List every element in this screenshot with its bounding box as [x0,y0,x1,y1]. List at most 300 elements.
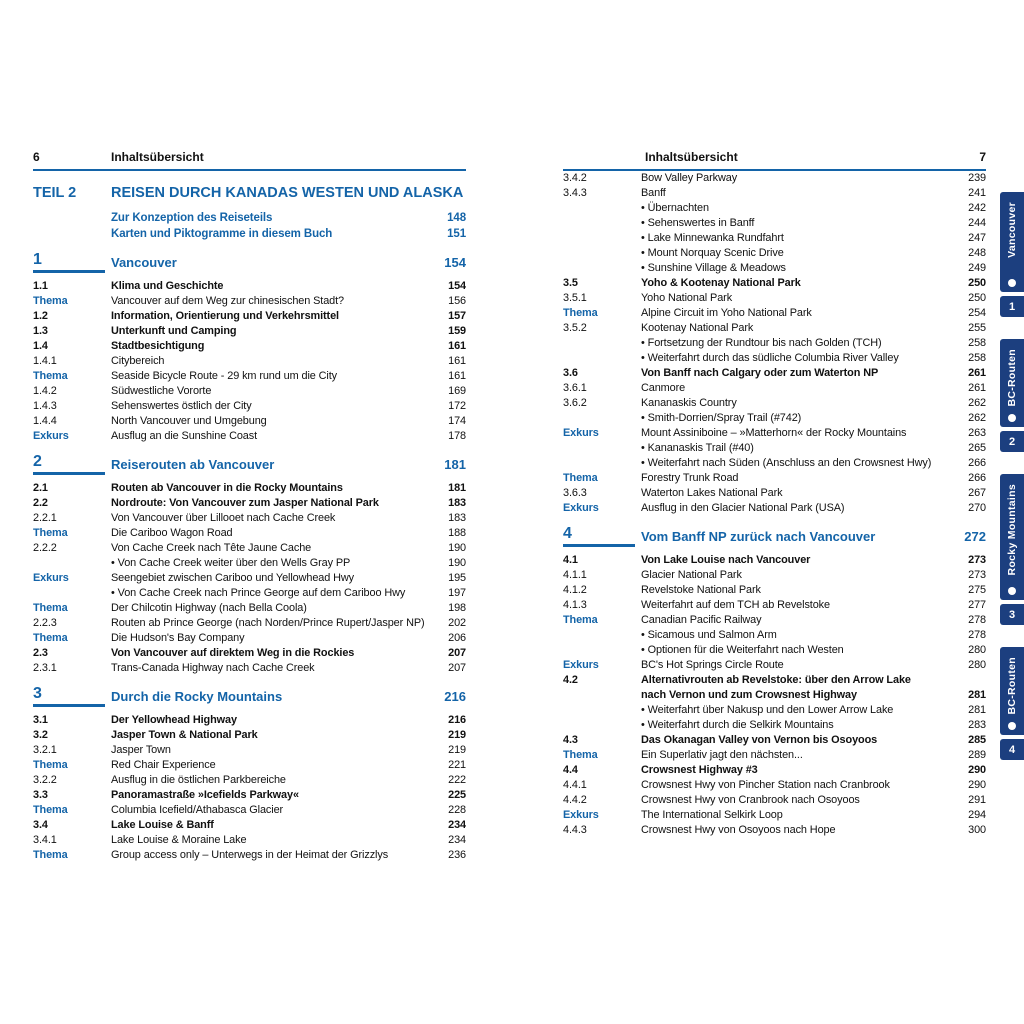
entry-title: Weiterfahrt auf dem TCH ab Revelstoke [641,599,830,611]
entry-title: Stadtbesichtigung [111,340,205,352]
entry-page: 247 [968,232,986,244]
toc-entry [33,586,466,601]
toc-entry [33,384,466,399]
entry-page: 248 [968,247,986,259]
entry-title: Karten und Piktogramme in diesem Buch [111,228,333,240]
entry-label: 3.2.1 [33,744,57,756]
entry-label: 1.3 [33,325,48,337]
entry-label: Thema [563,472,598,484]
entry-title: BC's Hot Springs Circle Route [641,659,784,671]
entry-title: Crowsnest Hwy von Cranbrook nach Osoyoos [641,794,860,806]
entry-page: 283 [968,719,986,731]
entry-page: 265 [968,442,986,454]
entry-page: 249 [968,262,986,274]
entry-label: 2.2.2 [33,542,57,554]
toc-entry [563,823,986,838]
entry-page: 151 [447,228,466,240]
tab-label: Vancouver [1006,202,1018,258]
chapter-page: 272 [964,529,986,544]
toc-entry [563,336,986,351]
chapter-number: 3 [33,685,111,707]
toc-entry [33,541,466,556]
entry-page: 228 [448,804,466,816]
entry-label: 4.2 [563,674,578,686]
entry-title: Lake Louise & Banff [111,819,214,831]
entry-title: • Von Cache Creek weiter über den Wells Gray PP [111,557,351,569]
entry-page: 225 [448,789,466,801]
entry-label: 2.3.1 [33,662,57,674]
chapter-heading [33,251,466,273]
toc-entry [33,481,466,496]
entry-label: 2.2.3 [33,617,57,629]
toc-entry [33,601,466,616]
toc-entry [33,511,466,526]
right-page [563,150,986,838]
toc-entry [33,279,466,294]
toc-entry [563,628,986,643]
entry-label: 3.5.2 [563,322,587,334]
left-header-title: Inhaltsübersicht [111,150,204,164]
entry-title: Alternativrouten ab Revelstoke: über den Arrow Lake nach Vernon und zum Crowsnest Highway [641,674,911,701]
entry-title: • Weiterfahrt durch das südliche Columbia River Valley [641,352,899,364]
entry-title: • Sunshine Village & Meadows [641,262,786,274]
tab-label: BC-Routen [1006,657,1018,715]
toc-entry [563,306,986,321]
entry-title: Citybereich [111,355,165,367]
entry-label: 3.4.2 [563,172,587,184]
entry-title: Canadian Pacific Railway [641,614,762,626]
right-header-title: Inhaltsübersicht [645,150,738,164]
toc-entry [563,643,986,658]
entry-page: 266 [968,457,986,469]
entry-page: 234 [448,819,466,831]
chapter-page: 154 [444,255,466,270]
entry-label: 4.4 [563,764,578,776]
toc-entry [563,486,986,501]
entry-title: Panoramastraße »Icefields Parkway« [111,789,299,801]
entry-page: 262 [968,397,986,409]
entry-label: Exkurs [563,809,599,821]
side-tabs [1000,192,1024,782]
toc-entry [33,369,466,384]
entry-title: Von Lake Louise nach Vancouver [641,554,811,566]
entry-title: Von Banff nach Calgary oder zum Waterton NP [641,367,879,379]
entry-title: Crowsnest Highway #3 [641,764,758,776]
toc-entry [563,276,986,291]
toc-entry [33,496,466,511]
left-page-body [33,185,466,863]
entry-page: 188 [448,527,466,539]
toc-entry [563,426,986,441]
toc-entry [563,583,986,598]
entry-title: Ausflug in den Glacier National Park (USA) [641,502,845,514]
chapter-heading [563,525,986,547]
entry-page: 156 [448,295,466,307]
entry-page: 219 [448,744,466,756]
entry-label: 1.4.3 [33,400,57,412]
entry-label: 3.2 [33,729,48,741]
entry-label: Exkurs [563,427,599,439]
toc-entry [33,848,466,863]
entry-page: 250 [968,277,986,289]
entry-title: Red Chair Experience [111,759,216,771]
entry-label: Thema [33,295,68,307]
toc-entry [33,324,466,339]
entry-page: 270 [968,502,986,514]
toc-entry [563,793,986,808]
entry-label: 2.2 [33,497,48,509]
entry-page: 290 [968,764,986,776]
entry-page: 178 [448,430,466,442]
entry-page: 148 [447,212,466,224]
entry-page: 285 [968,734,986,746]
toc-intro-entry [33,226,466,242]
tab-label-box [1000,192,1024,292]
entry-title: Crowsnest Hwy von Pincher Station nach Cranbrook [641,779,890,791]
toc-entry [33,788,466,803]
entry-page: 202 [448,617,466,629]
toc-entry [33,803,466,818]
entry-title: • Übernachten [641,202,709,214]
toc-entry [33,354,466,369]
entry-title: Die Hudson's Bay Company [111,632,245,644]
side-tab-bc-routen-4 [1000,647,1024,760]
entry-page: 195 [448,572,466,584]
entry-title: Kananaskis Country [641,397,737,409]
entry-page: 244 [968,217,986,229]
chapter-title: Reiserouten ab Vancouver [111,457,275,472]
entry-label: Thema [563,307,598,319]
tab-dot-icon [1008,279,1016,287]
entry-page: 258 [968,337,986,349]
toc-entry [33,631,466,646]
entry-page: 154 [448,280,466,292]
entry-page: 278 [968,614,986,626]
entry-label: Thema [563,614,598,626]
toc-entry [33,571,466,586]
toc-entry [563,808,986,823]
entry-page: 183 [448,497,466,509]
entry-page: 159 [448,325,466,337]
toc-entry [563,553,986,568]
toc-entry [563,778,986,793]
toc-entry [33,616,466,631]
toc-entry [563,351,986,366]
entry-title: Waterton Lakes National Park [641,487,783,499]
chapter-heading [33,453,466,475]
entry-title: Südwestliche Vororte [111,385,212,397]
entry-page: 169 [448,385,466,397]
entry-title: Von Cache Creek nach Tête Jaune Cache [111,542,312,554]
entry-title: Die Cariboo Wagon Road [111,527,233,539]
entry-label: Thema [33,632,68,644]
entry-page: 267 [968,487,986,499]
entry-page: 239 [968,172,986,184]
toc-entry [563,673,986,703]
toc-entry [563,291,986,306]
entry-title: • Sehenswertes in Banff [641,217,755,229]
toc-intro-entry [33,210,466,226]
entry-page: 280 [968,659,986,671]
entry-title: • Weiterfahrt nach Süden (Anschluss an den Crowsnest Hwy) [641,457,932,469]
toc-entry [563,703,986,718]
entry-label: 1.4.1 [33,355,57,367]
entry-page: 254 [968,307,986,319]
part-heading [33,185,466,201]
entry-page: 241 [968,187,986,199]
entry-title: • Lake Minnewanka Rundfahrt [641,232,784,244]
entry-page: 207 [448,662,466,674]
entry-title: Canmore [641,382,686,394]
tab-number: 4 [1000,739,1024,760]
entry-title: Crowsnest Hwy von Osoyoos nach Hope [641,824,836,836]
toc-entry [563,501,986,516]
entry-title: Jasper Town [111,744,171,756]
tab-label: Rocky Mountains [1006,484,1018,576]
toc-entry [33,833,466,848]
entry-title: • Mount Norquay Scenic Drive [641,247,784,259]
tab-number: 2 [1000,431,1024,452]
toc-entry [563,246,986,261]
entry-title: Bow Valley Parkway [641,172,738,184]
entry-page: 190 [448,557,466,569]
entry-label: 3.2.2 [33,774,57,786]
entry-label: 4.1 [563,554,578,566]
entry-page: 255 [968,322,986,334]
entry-page: 273 [968,554,986,566]
entry-title: Ein Superlativ jagt den nächsten... [641,749,803,761]
entry-page: 262 [968,412,986,424]
chapter-title: Vom Banff NP zurück nach Vancouver [641,529,876,544]
entry-label: 1.2 [33,310,48,322]
entry-title: • Von Cache Creek nach Prince George auf dem Cariboo Hwy [111,587,406,599]
entry-title: Routen ab Vancouver in die Rocky Mountains [111,482,343,494]
toc-entry [563,171,986,186]
toc-entry [563,568,986,583]
entry-title: Alpine Circuit im Yoho National Park [641,307,812,319]
entry-page: 300 [968,824,986,836]
entry-page: 157 [448,310,466,322]
entry-title: • Smith-Dorrien/Spray Trail (#742) [641,412,802,424]
toc-entry [33,309,466,324]
tab-label-box [1000,339,1024,427]
chapter-page: 216 [444,689,466,704]
entry-label: 3.4.3 [563,187,587,199]
entry-label: 4.4.2 [563,794,587,806]
entry-title: Yoho & Kootenay National Park [641,277,801,289]
entry-label: 4.3 [563,734,578,746]
entry-title: North Vancouver und Umgebung [111,415,267,427]
entry-page: 216 [448,714,466,726]
entry-label: 3.3 [33,789,48,801]
entry-page: 278 [968,629,986,641]
chapter-number: 1 [33,251,111,273]
entry-label: 3.6.3 [563,487,587,499]
toc-entry [33,728,466,743]
toc-entry [563,321,986,336]
entry-page: 172 [448,400,466,412]
toc-entry [563,396,986,411]
toc-entry [563,381,986,396]
left-page-number: 6 [33,150,40,164]
toc-entry [33,526,466,541]
entry-title: Von Vancouver über Lillooet nach Cache Creek [111,512,336,524]
toc-entry [563,658,986,673]
entry-label: 4.4.3 [563,824,587,836]
entry-title: Kootenay National Park [641,322,754,334]
toc-entry [563,216,986,231]
entry-page: 250 [968,292,986,304]
entry-label: Thema [33,370,68,382]
entry-label: 3.6.2 [563,397,587,409]
side-tab-rocky-mountains [1000,474,1024,625]
entry-page: 281 [968,689,986,701]
entry-label: 3.5.1 [563,292,587,304]
entry-page: 161 [448,355,466,367]
toc-entry [563,441,986,456]
left-page [33,150,466,863]
tab-label-box [1000,474,1024,600]
toc-entry [33,743,466,758]
toc-entry [563,613,986,628]
entry-page: 258 [968,352,986,364]
entry-title: Ausflug an die Sunshine Coast [111,430,258,442]
chapter-number: 2 [33,453,111,475]
entry-page: 190 [448,542,466,554]
entry-page: 219 [448,729,466,741]
entry-title: Glacier National Park [641,569,742,581]
entry-page: 275 [968,584,986,596]
entry-title: Routen ab Prince George (nach Norden/Prince Rupert/Jasper NP) [111,617,425,629]
entry-title: • Optionen für die Weiterfahrt nach Westen [641,644,844,656]
entry-page: 242 [968,202,986,214]
toc-entry [33,758,466,773]
entry-page: 161 [448,340,466,352]
toc-entry [33,818,466,833]
entry-page: 174 [448,415,466,427]
entry-page: 207 [448,647,466,659]
entry-label: 3.6 [563,367,578,379]
tab-dot-icon [1008,414,1016,422]
entry-label: 2.2.1 [33,512,57,524]
entry-title: Der Chilcotin Highway (nach Bella Coola) [111,602,307,614]
entry-page: 261 [968,382,986,394]
toc-entry [33,339,466,354]
entry-title: Ausflug in die östlichen Parkbereiche [111,774,286,786]
chapter-heading [33,685,466,707]
right-page-number: 7 [979,150,986,164]
entry-page: 266 [968,472,986,484]
toc-entry [563,201,986,216]
toc-entry [563,261,986,276]
entry-title: Von Vancouver auf direktem Weg in die Rockies [111,647,355,659]
entry-title: Seaside Bicycle Route - 29 km rund um die City [111,370,338,382]
side-tab-bc-routen-2 [1000,339,1024,452]
chapter-number: 4 [563,525,641,547]
tab-label-box [1000,647,1024,735]
toc-entry [33,646,466,661]
toc-entry [33,414,466,429]
chapter-title: Durch die Rocky Mountains [111,689,283,704]
toc-entry [33,661,466,676]
chapter-page: 181 [444,457,466,472]
toc-entry [563,186,986,201]
entry-title: Vancouver auf dem Weg zur chinesischen Stadt? [111,295,345,307]
toc-entry [33,556,466,571]
tab-label: BC-Routen [1006,349,1018,407]
entry-title: Mount Assiniboine – »Matterhorn« der Rocky Mountains [641,427,907,439]
toc-entry [563,718,986,733]
entry-page: 221 [448,759,466,771]
entry-title: Jasper Town & National Park [111,729,258,741]
entry-label: Thema [33,849,68,861]
entry-title: Columbia Icefield/Athabasca Glacier [111,804,284,816]
entry-label: 3.4.1 [33,834,57,846]
entry-label: 1.4.4 [33,415,57,427]
tab-dot-icon [1008,722,1016,730]
entry-label: 3.5 [563,277,578,289]
entry-title: Sehenswertes östlich der City [111,400,252,412]
entry-title: Der Yellowhead Highway [111,714,237,726]
side-tab-vancouver [1000,192,1024,317]
toc-entry [33,429,466,444]
entry-title: Banff [641,187,666,199]
entry-title: Seengebiet zwischen Cariboo und Yellowhead Hwy [111,572,355,584]
entry-title: Klima und Geschichte [111,280,224,292]
entry-label: Thema [33,759,68,771]
entry-page: 222 [448,774,466,786]
entry-label: 4.1.3 [563,599,587,611]
entry-label: Thema [33,804,68,816]
entry-page: 294 [968,809,986,821]
entry-page: 289 [968,749,986,761]
entry-title: • Weiterfahrt durch die Selkirk Mountains [641,719,834,731]
entry-page: 161 [448,370,466,382]
entry-title: • Kananaskis Trail (#40) [641,442,754,454]
entry-title: Yoho National Park [641,292,733,304]
entry-title: Unterkunft und Camping [111,325,237,337]
entry-label: 3.4 [33,819,48,831]
entry-page: 181 [448,482,466,494]
entry-page: 206 [448,632,466,644]
toc-entry [33,294,466,309]
right-page-body [563,171,986,838]
toc-entry [33,713,466,728]
entry-title: Information, Orientierung und Verkehrsmittel [111,310,339,322]
entry-page: 280 [968,644,986,656]
entry-page: 281 [968,704,986,716]
entry-title: Revelstoke National Park [641,584,761,596]
entry-title: The International Selkirk Loop [641,809,783,821]
entry-label: Exkurs [563,502,599,514]
entry-label: 3.1 [33,714,48,726]
entry-page: 198 [448,602,466,614]
entry-page: 277 [968,599,986,611]
toc-entry [563,411,986,426]
entry-label: 1.4.2 [33,385,57,397]
entry-label: 2.3 [33,647,48,659]
entry-title: • Fortsetzung der Rundtour bis nach Golden (TCH) [641,337,882,349]
part-label: TEIL 2 [33,185,77,201]
entry-title: • Weiterfahrt über Nakusp und den Lower Arrow Lake [641,704,894,716]
entry-label: 4.4.1 [563,779,587,791]
toc-entry [563,471,986,486]
entry-title: Forestry Trunk Road [641,472,739,484]
entry-title: Zur Konzeption des Reiseteils [111,212,273,224]
entry-title: Group access only – Unterwegs in der Heimat der Grizzlys [111,849,389,861]
entry-page: 236 [448,849,466,861]
toc-entry [563,456,986,471]
